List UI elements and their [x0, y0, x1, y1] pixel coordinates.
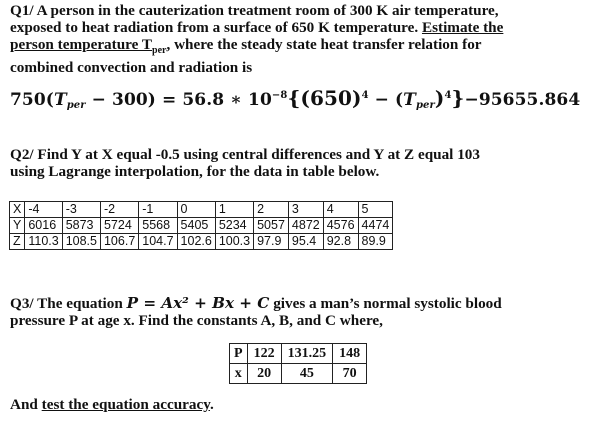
table-cell: 5873 — [62, 218, 100, 234]
table-cell: 4474 — [358, 218, 393, 234]
table-cell: 5724 — [100, 218, 138, 234]
q3-accuracy-underlined: test the equation accuracy — [41, 396, 210, 413]
table-cell: 6016 — [25, 218, 62, 234]
table-cell: 4 — [323, 202, 358, 218]
q1-text — [10, 2, 609, 76]
row-label: P — [230, 344, 248, 364]
table-row — [230, 364, 367, 384]
table-cell: 5568 — [139, 218, 177, 234]
q1-person-temp-underlined: person temperature $T_{per}$ — [10, 36, 167, 57]
row-label: Z — [10, 234, 25, 250]
table-cell: -1 — [139, 202, 177, 218]
table-cell: 110.3 — [25, 234, 62, 250]
q3-line1: Q3/ The equation P = Ax² + Bx + C gives a man’s normal systolic blood — [10, 294, 502, 312]
q3-line2: pressure P at age x. Find the constants A, B, and C where, — [10, 312, 383, 329]
table-cell: 148 — [333, 344, 367, 364]
table-cell: 0 — [177, 202, 215, 218]
q1-line3: person temperature $T_{per}$, where the steady state heat transfer relation for — [10, 36, 482, 57]
q1-line2: exposed to heat radiation from a surface of 650 K temperature. Estimate the — [10, 19, 504, 36]
table-cell: -2 — [100, 202, 138, 218]
table-cell: 97.9 — [254, 234, 289, 250]
table-cell: -3 — [62, 202, 100, 218]
table-cell: 100.3 — [215, 234, 253, 250]
row-label: X — [10, 202, 25, 218]
table-cell: 5057 — [254, 218, 289, 234]
table-cell: 131.25 — [281, 344, 333, 364]
table-row — [10, 218, 393, 234]
table-cell: -4 — [25, 202, 62, 218]
row-label: Y — [10, 218, 25, 234]
table-cell: 4576 — [323, 218, 358, 234]
table-cell: 4872 — [288, 218, 323, 234]
table-row — [230, 344, 367, 364]
table-cell: 108.5 — [62, 234, 100, 250]
q3-closing: And test the equation accuracy. — [10, 396, 214, 413]
table-cell: 3 — [288, 202, 323, 218]
table-cell: 5405 — [177, 218, 215, 234]
table-cell: 45 — [281, 364, 333, 384]
table-cell: 95.4 — [288, 234, 323, 250]
table-cell: 102.6 — [177, 234, 215, 250]
q2-text — [10, 146, 609, 180]
row-label: x — [230, 364, 248, 384]
table-row — [10, 202, 393, 218]
table-cell: 89.9 — [358, 234, 393, 250]
q3-data-table — [229, 343, 367, 384]
table-cell: 5 — [358, 202, 393, 218]
table-cell: 104.7 — [139, 234, 177, 250]
table-cell: 1 — [215, 202, 253, 218]
q3-equation: P = Ax² + Bx + C — [126, 294, 270, 312]
q2-line2: using Lagrange interpolation, for the data in table below. — [10, 163, 380, 180]
table-cell: 122 — [247, 344, 281, 364]
q2-line1: Q2/ Find Y at X equal -0.5 using central differences and Y at Z equal 103 — [10, 146, 480, 163]
table-cell: 92.8 — [323, 234, 358, 250]
table-cell: 106.7 — [100, 234, 138, 250]
q1-estimate-underlined: Estimate the — [421, 19, 504, 36]
table-cell: 70 — [333, 364, 367, 384]
q1-equation: $750(T_{per} - 300) = 56.8$ ∗ $10^{-8}\{(650)^4 - (T_{per})^4\}-95655.864$ — [10, 86, 581, 111]
q1-line1: Q1/ A person in the cauterization treatment room of 300 K air temperature, — [10, 2, 499, 19]
q3-text — [10, 295, 609, 329]
q2-data-table — [9, 201, 393, 250]
table-row — [10, 234, 393, 250]
table-cell: 2 — [254, 202, 289, 218]
table-cell: 5234 — [215, 218, 253, 234]
q1-line4: combined convection and radiation is — [10, 59, 253, 77]
table-cell: 20 — [247, 364, 281, 384]
